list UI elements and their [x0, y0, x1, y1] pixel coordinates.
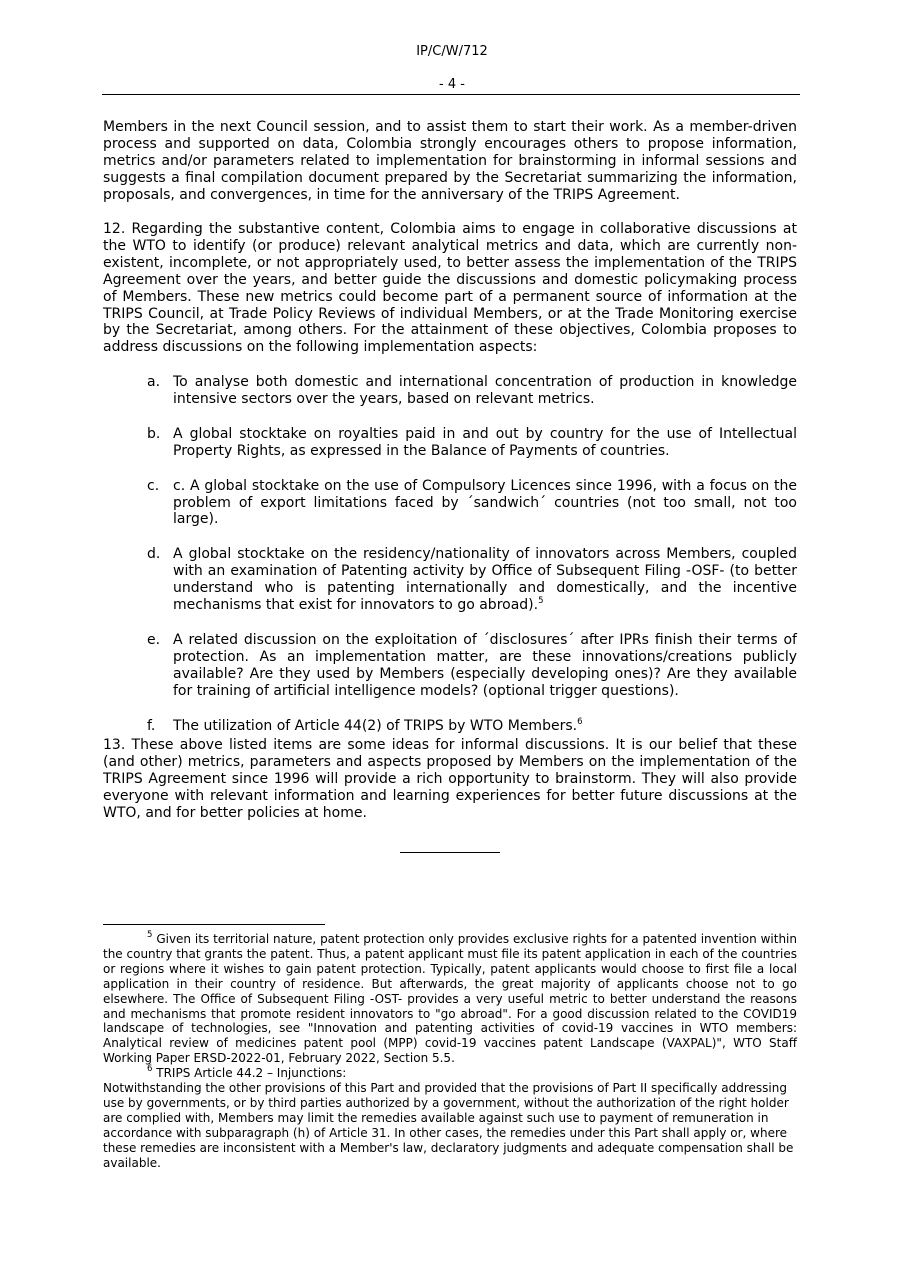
list-item-f	[103, 718, 797, 735]
list-item-e	[103, 632, 797, 700]
list-item-text: The utilization of Article 44(2) of TRIPS by WTO Members.	[173, 717, 578, 734]
implementation-aspects-list	[103, 374, 797, 753]
footnote-ref-6[interactable]: 6	[577, 716, 583, 727]
list-item-text: A global stocktake on the residency/nationality of innovators across Members, coupled with an examination of Patenting activity by Office of Subsequent Filing -OSF- (to better understand who is patenting internationally and domestically, and the incentive mechanisms that exist for innovators to go abroad).	[173, 546, 797, 614]
list-item-text: A global stocktake on royalties paid in and out by country for the use of Intellectual Property Rights, as expressed in the Balance of Payments of countries.	[173, 425, 797, 459]
footnote-separator	[103, 924, 325, 925]
page-number: - 4 -	[439, 77, 465, 92]
list-item-label: e.	[147, 631, 161, 648]
footnote-6-heading	[103, 1066, 797, 1081]
header-divider	[102, 94, 800, 95]
list-item-text: A related discussion on the exploitation of ´disclosures´ after IPRs finish their terms of protection. As an implementation matter, are these innovations/creations publicly available? Are they used by Members (especially developing ones)? Are they available for training of artificial intelligence models? (optional trigger questions).	[173, 631, 797, 699]
list-item-label: b.	[147, 425, 161, 442]
list-item-d	[103, 546, 797, 614]
footnote-ref-5[interactable]: 5	[538, 596, 544, 607]
paragraph-continuation: Members in the next Council session, and to assist them to start their work. As a member-driven process and supported on data, Colombia strongly encourages others to propose information, metrics and/or parameters related to implementation for brainstorming in informal sessions and suggests a final compilation document prepared by the Secretariat summarizing the information, proposals, and convergences, in time for the anniversary of the TRIPS Agreement.	[103, 119, 797, 203]
list-item-label: c.	[147, 477, 160, 494]
list-item-text: c. A global stocktake on the use of Compulsory Licences since 1996, with a focus on the problem of export limitations faced by ´sandwich´ countries (not too small, not too large).	[173, 477, 797, 528]
footnote-6-number: 6	[147, 1064, 153, 1074]
list-item-label: a.	[147, 374, 161, 390]
footnote-6-text: Notwithstanding the other provisions of this Part and provided that the provisions of Part II specifically addressing use by governments, or by third parties authorized by a government, without the authorization of the right holder are complied with, Members may limit the remedies available against such use to payment of remuneration in accordance with subparagraph (h) of Article 31. In other cases, the remedies under this Part shall apply or, where these remedies are inconsistent with a Member's law, declaratory judgments and adequate compensation shall be available.	[103, 1081, 794, 1170]
list-item-a	[103, 374, 797, 408]
end-of-text-rule	[400, 852, 500, 853]
list-item-label: f.	[147, 717, 156, 734]
document-symbol: IP/C/W/712	[416, 44, 488, 59]
list-item-c	[103, 478, 797, 529]
list-item-b	[103, 426, 797, 460]
list-item-label: d.	[147, 546, 161, 563]
footnote-5-number: 5	[147, 930, 153, 940]
list-item-text: To analyse both domestic and international concentration of production in knowledge intensive sectors over the years, based on relevant metrics.	[173, 374, 797, 407]
footnote-6-title: TRIPS Article 44.2 – Injunctions:	[156, 1066, 347, 1080]
paragraph-13: 13. These above listed items are some ideas for informal discussions. It is our belief that these (and other) metrics, parameters and aspects proposed by Members on the implementation of the TRIPS Agreement since 1996 will provide a rich opportunity to brainstorm. They will also provide everyone with relevant information and learning experiences for better future discussions at the WTO, and for better policies at home.	[103, 737, 797, 821]
footnote-5-text: Given its territorial nature, patent protection only provides exclusive rights for a patented invention within the country that grants the patent. Thus, a patent applicant must file its patent application in each of the countries or regions where it wishes to gain patent protection. Typically, patent applicants would choose to first file a local application in their country of residence. But afterwards, the great majority of applicants choose not to go elsewhere. The Office of Subsequent Filing -OST- provides a very useful metric to better understand the reasons and mechanisms that promote resident innovators to "go abroad". For a good discussion related to the COVID19 landscape of technologies, see "Innovation and patenting activities of covid-19 vaccines in WTO members: Analytical review of medicines patent pool (MPP) covid-19 vaccines patent Landscape (VAXPAL)", WTO Staff Working Paper ERSD-2022-01, February 2022, Section 5.5.	[103, 932, 797, 1066]
footnote-5	[103, 932, 797, 1066]
paragraph-12: 12. Regarding the substantive content, Colombia aims to engage in collaborative discussions at the WTO to identify (or produce) relevant analytical metrics and data, which are currently non-existent, incomplete, or not appropriately used, to better assess the implementation of the TRIPS Agreement over the years, and better guide the discussions and domestic policymaking process of Members. These new metrics could become part of a permanent source of information at the TRIPS Council, at Trade Policy Reviews of individual Members, or at the Trade Monitoring exercise by the Secretariat, among others. For the attainment of these objectives, Colombia proposes to address discussions on the following implementation aspects:	[103, 221, 797, 356]
